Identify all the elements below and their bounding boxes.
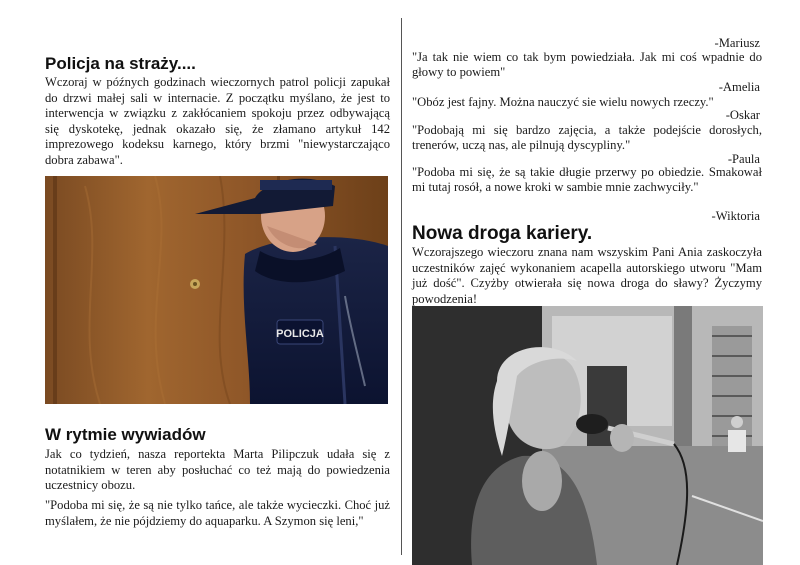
heading-policja: Policja na straży.... [45, 54, 196, 73]
quote-text: "Ja tak nie wiem co tak bym powiedziała. Jak mi coś wpadnie do głowy to powiem" [412, 50, 762, 79]
interview-quote-mariusz: "Podoba mi się, że są nie tylko tańce, ale także wycieczki. Choć już myślałem, że nie pójdziemy do aquaparku. A Szymon się leni," [45, 498, 390, 528]
quote-text: "Podobają mi się bardzo zajęcia, a także podejście dorosłych, trenerów, uczą nas, ale pilnują dyscypliny." [412, 123, 762, 152]
article-kariera-body: Wczorajszego wieczoru znana nam wszyskim Pani Ania zaskoczyła uczestników zajęć wykonaniem acapella autorskiego utworu "Mam już dość". Czyżby otwierała się nowa droga do sławy? Życzymy powodzenia! [412, 245, 762, 306]
quote-author: -Mariusz [714, 36, 760, 50]
police-patch-label: POLICJA [276, 328, 324, 340]
photo-singer [412, 306, 763, 565]
quote-author: -Wiktoria [711, 209, 760, 223]
quote-author: -Paula [727, 152, 760, 166]
heading-rytm-wywiadow: W rytmie wywiadów [45, 425, 206, 444]
article-rytm-body: Jak co tydzień, nasza reportekta Marta Pilipczuk udała się z notatnikiem w teren aby posłuchać co też mają do powiedzenia uczestnicy obozu. [45, 447, 390, 493]
quote-text: "Obóz jest fajny. Można nauczyć sie wielu nowych rzeczy." [412, 95, 714, 109]
quote-author: -Amelia [718, 80, 760, 94]
quote-text: "Podoba mi się, że są takie długie przerwy po obiedzie. Smakował mi tutaj rosół, a nowe kroki w sambie mnie zachwyciły." [412, 165, 762, 194]
quote-author: -Oskar [725, 108, 760, 122]
photo-police-officer [45, 176, 388, 404]
heading-nowa-droga-kariery: Nowa droga kariery. [412, 223, 593, 244]
column-divider [401, 18, 402, 555]
article-policja-body: Wczoraj w późnych godzinach wieczornych patrol policji zapukał do drzwi małej sali w internacie. Z początku myślano, że jest to interwencja w związku z zakłócaniem spokoju przez odbywającą się dyskotekę, jednak okazało się, że złamano artykuł 142 imprezowego kodeksu karnego, który brzmi "niewystarczająco dobra zabawa". [45, 75, 390, 167]
